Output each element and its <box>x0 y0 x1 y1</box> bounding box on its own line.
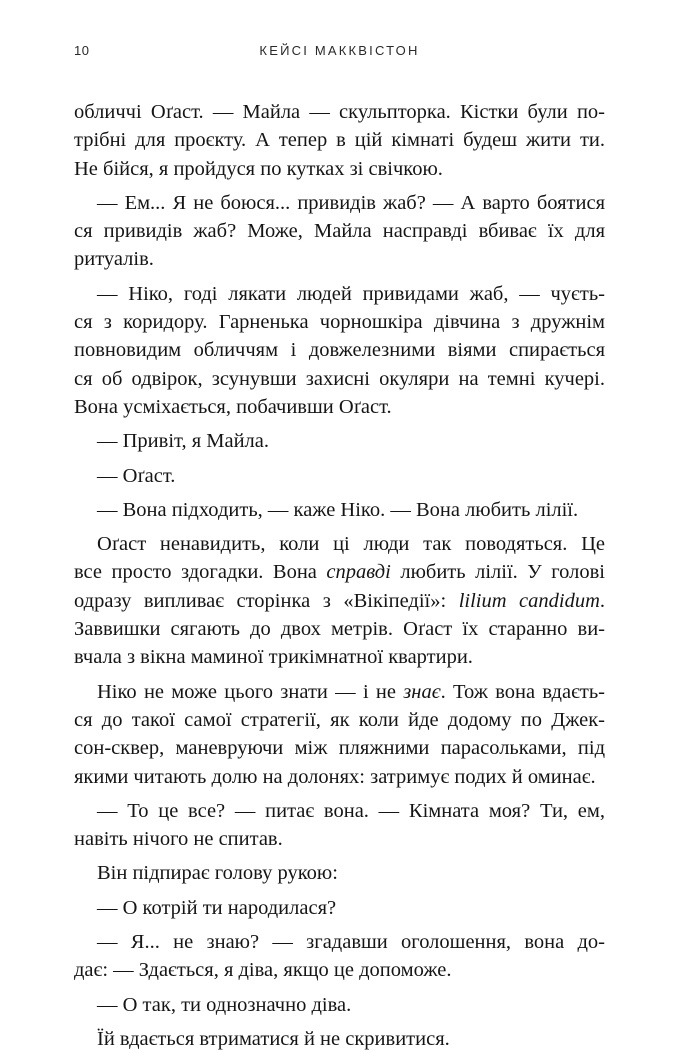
text-line <box>74 615 605 643</box>
text-line <box>74 393 605 421</box>
text-line <box>74 98 605 126</box>
text-line <box>74 706 605 734</box>
running-header <box>74 43 605 63</box>
text-line <box>74 734 605 762</box>
text-run: любить лілії. У голові <box>390 561 605 584</box>
text-line <box>74 245 605 273</box>
text-run: ся об одвірок, зсунувши захисні окуляри на темні кучері. <box>74 367 605 390</box>
text-line <box>74 155 605 183</box>
text-line <box>74 558 605 586</box>
text-line <box>74 825 605 853</box>
page-number: 10 <box>74 43 90 58</box>
text-run: . Тож вона вдаєть- <box>440 680 605 703</box>
text-line <box>74 336 605 364</box>
text-line <box>74 928 605 956</box>
text-line <box>74 280 605 308</box>
text-run: — Привіт, я Майла. <box>97 430 269 453</box>
text-line <box>74 365 605 393</box>
text-line <box>74 763 605 791</box>
italic-emphasis: lilium candidum <box>458 589 600 612</box>
text-line <box>74 530 605 558</box>
text-run: навіть нічого не спитав. <box>74 828 283 851</box>
text-line <box>74 678 605 706</box>
text-run: — Оґаст. <box>97 464 176 487</box>
text-line <box>74 991 605 1019</box>
author-name: КЕЙСІ МАККВІСТОН <box>259 43 420 58</box>
text-run: . <box>599 589 606 612</box>
text-run: — О котрій ти народилася? <box>97 896 337 919</box>
text-run: все просто здогадки. Вона <box>74 561 327 584</box>
text-run: Їй вдається втриматися й не скривитися. <box>97 1027 450 1050</box>
text-run: ритуалів. <box>74 248 154 271</box>
text-line <box>74 126 605 154</box>
text-run: вчала з вікна маминої трикімнатної квартири. <box>74 646 473 669</box>
body-text <box>74 98 605 1053</box>
text-line <box>74 894 605 922</box>
text-run: повновидим обличчям і довжелезними віями спирається <box>74 339 605 362</box>
text-line <box>74 462 605 490</box>
text-line <box>74 643 605 671</box>
text-run: ся з коридору. Гарненька чорношкіра дівчина з дружнім <box>74 311 605 334</box>
text-line <box>74 797 605 825</box>
text-run: — О так, ти однозначно діва. <box>97 993 352 1016</box>
text-run: — Ем... Я не боюся... привидів жаб? — А варто боятися <box>97 191 605 214</box>
text-line <box>74 587 605 615</box>
text-run: Оґаст ненавидить, коли ці люди так поводяться. Це <box>97 533 605 556</box>
text-line <box>74 189 605 217</box>
text-run: трібні для проєкту. А тепер в цій кімнаті будеш жити ти. <box>74 129 605 152</box>
italic-emphasis: справді <box>326 561 391 584</box>
text-run: ся привидів жаб? Може, Майла насправді вбиває їх для <box>74 220 605 243</box>
text-line <box>74 859 605 887</box>
text-line <box>74 427 605 455</box>
text-run: — Я... не знаю? — згадавши оголошення, вона до- <box>97 931 605 954</box>
text-line <box>74 217 605 245</box>
text-run: обличчі Оґаст. — Майла — скульпторка. Кістки були по- <box>74 101 605 123</box>
text-line <box>74 496 605 524</box>
text-run: якими читають долю на долонях: затримує подих й оминає. <box>74 765 596 788</box>
text-run: дає: — Здається, я діва, якщо це допоможе. <box>74 959 452 982</box>
text-run: — Ніко, годі лякати людей привидами жаб, — чуєть- <box>97 282 605 305</box>
text-line <box>74 1025 605 1053</box>
text-run: Не бійся, я пройдуся по кутках зі свічкою. <box>74 157 443 180</box>
text-run: — Вона підходить, — каже Ніко. — Вона любить лілії. <box>97 498 579 521</box>
text-run: Ніко не може цього знати — і не <box>97 680 404 703</box>
text-run: одразу випливає сторінка з «Вікіпедії»: <box>74 589 459 612</box>
text-line <box>74 308 605 336</box>
text-run: Заввишки сягають до двох метрів. Оґаст їх старанно ви- <box>74 618 605 641</box>
text-run: ся до такої самої стратегії, як коли йде додому по Джек- <box>74 708 605 731</box>
text-run: сон-сквер, маневруючи між пляжними парасольками, під <box>74 737 605 760</box>
italic-emphasis: знає <box>403 680 441 703</box>
text-run: Він підпирає голову рукою: <box>97 862 338 885</box>
text-run: Вона усміхається, побачивши Оґаст. <box>74 395 392 418</box>
text-line <box>74 956 605 984</box>
text-run: — То це все? — питає вона. — Кімната моя? Ти, ем, <box>97 799 605 822</box>
